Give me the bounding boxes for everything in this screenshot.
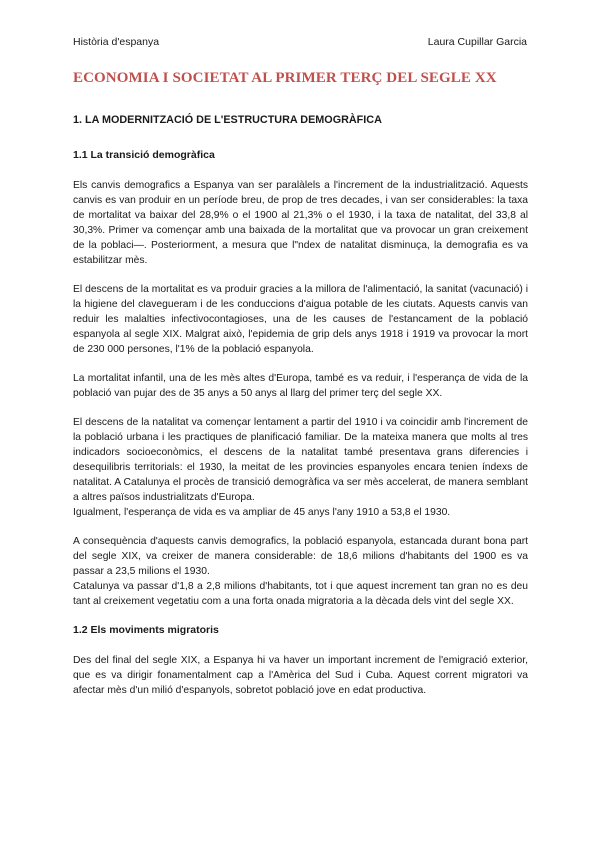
paragraph: Igualment, l'esperança de vida es va ampliar de 45 anys l'any 1910 a 53,8 el 1930. — [73, 507, 451, 518]
paragraph: Des del final del segle XIX, a Espanya hi va haver un important increment de l'emigració exterior, que es va dirigir fonamentalment cap a l'Amèrica del Sud i Cuba. Aquest corrent migratori va afectar mès d'un milió d'espanyols, sobretot població jove en edat productiva. — [73, 655, 528, 696]
paragraph: Els canvis demografics a Espanya van ser paralàlels a l'increment de la industrialització. Aquests canvis es van produir en un període breu, de prop de tres decades, i van ser considerables: la taxa de mortalitat va baixar del 28,9% o el 1900 al 21,3% o el 1930, i la taxa de natalitat, del 33,8 al 30,3%. Primer va començar amb una baixada de la mortalitat que va provocar un gran creixement de la poblaci—. Posteriorment, a mesura que l"ndex de natalitat disminuça, la demografia es va estabilitzar mès. — [73, 180, 528, 266]
header-author: Laura Cupillar Garcia — [427, 36, 527, 48]
header-subject: Història d'espanya — [73, 36, 160, 48]
subsection-heading-demographic-transition: 1.1 La transició demogràfica — [73, 149, 215, 161]
document-body — [73, 113, 528, 712]
paragraph: La mortalitat infantil, una de les mès altes d'Europa, també es va reduir, i l'esperança de vida de la població van pujar des de 35 anys a 50 anys al llarg del primer terç del segle XX. — [73, 373, 528, 399]
paragraph: A consequència d'aquests canvis demografics, la població espanyola, estancada durant bona part del segle XIX, va creixer de manera considerable: de 18,6 milions d'habitants del 1900 es va passar a 23,5 milions el 1930. — [73, 536, 528, 577]
document-title: ECONOMIA I SOCIETAT AL PRIMER TERÇ DEL SEGLE XX — [73, 70, 497, 86]
paragraph: Catalunya va passar d'1,8 a 2,8 milions d'habitants, tot i que aquest increment tan gran no es deu tant al creixement vegetatiu com a una forta onada migratoria a la dècada dels vint del segle XX. — [73, 581, 528, 607]
page-header — [73, 36, 527, 48]
paragraph: El descens de la natalitat va començar lentament a partir del 1910 i va coincidir amb l'increment de la població urbana i les practiques de planificació familiar. De la mateixa manera que molts al tres indicadors socioeconòmics, el descens de la natalitat també presentava grans diferencies i desequilibris territorials: el 1930, la meitat de les provincies espanyoles encara tenien índexs de natalitat. A Catalunya el procès de transició demogràfica va ser mès accelerat, de manera semblant a altres països industrialitzats d'Europa. — [73, 417, 528, 503]
subsection-heading-migratory-movements: 1.2 Els moviments migratoris — [73, 624, 219, 636]
section-heading: 1. LA MODERNITZACIÓ DE L'ESTRUCTURA DEMOGRÀFICA — [73, 114, 382, 126]
paragraph: El descens de la mortalitat es va produir gracies a la millora de l'alimentació, la sanitat (vacunació) i la higiene del clavegueram i de les conduccions d'aigua potable de les ciutats. Aquests canvis van reduir les malalties infectivocontagioses, una de les causes de l'estancament de la població espanyola al segle XIX. Malgrat això, l'epidemia de grip dels anys 1918 i 1919 va provocar la mort de 230 000 persones, l'1% de la població espanyola. — [73, 284, 528, 355]
